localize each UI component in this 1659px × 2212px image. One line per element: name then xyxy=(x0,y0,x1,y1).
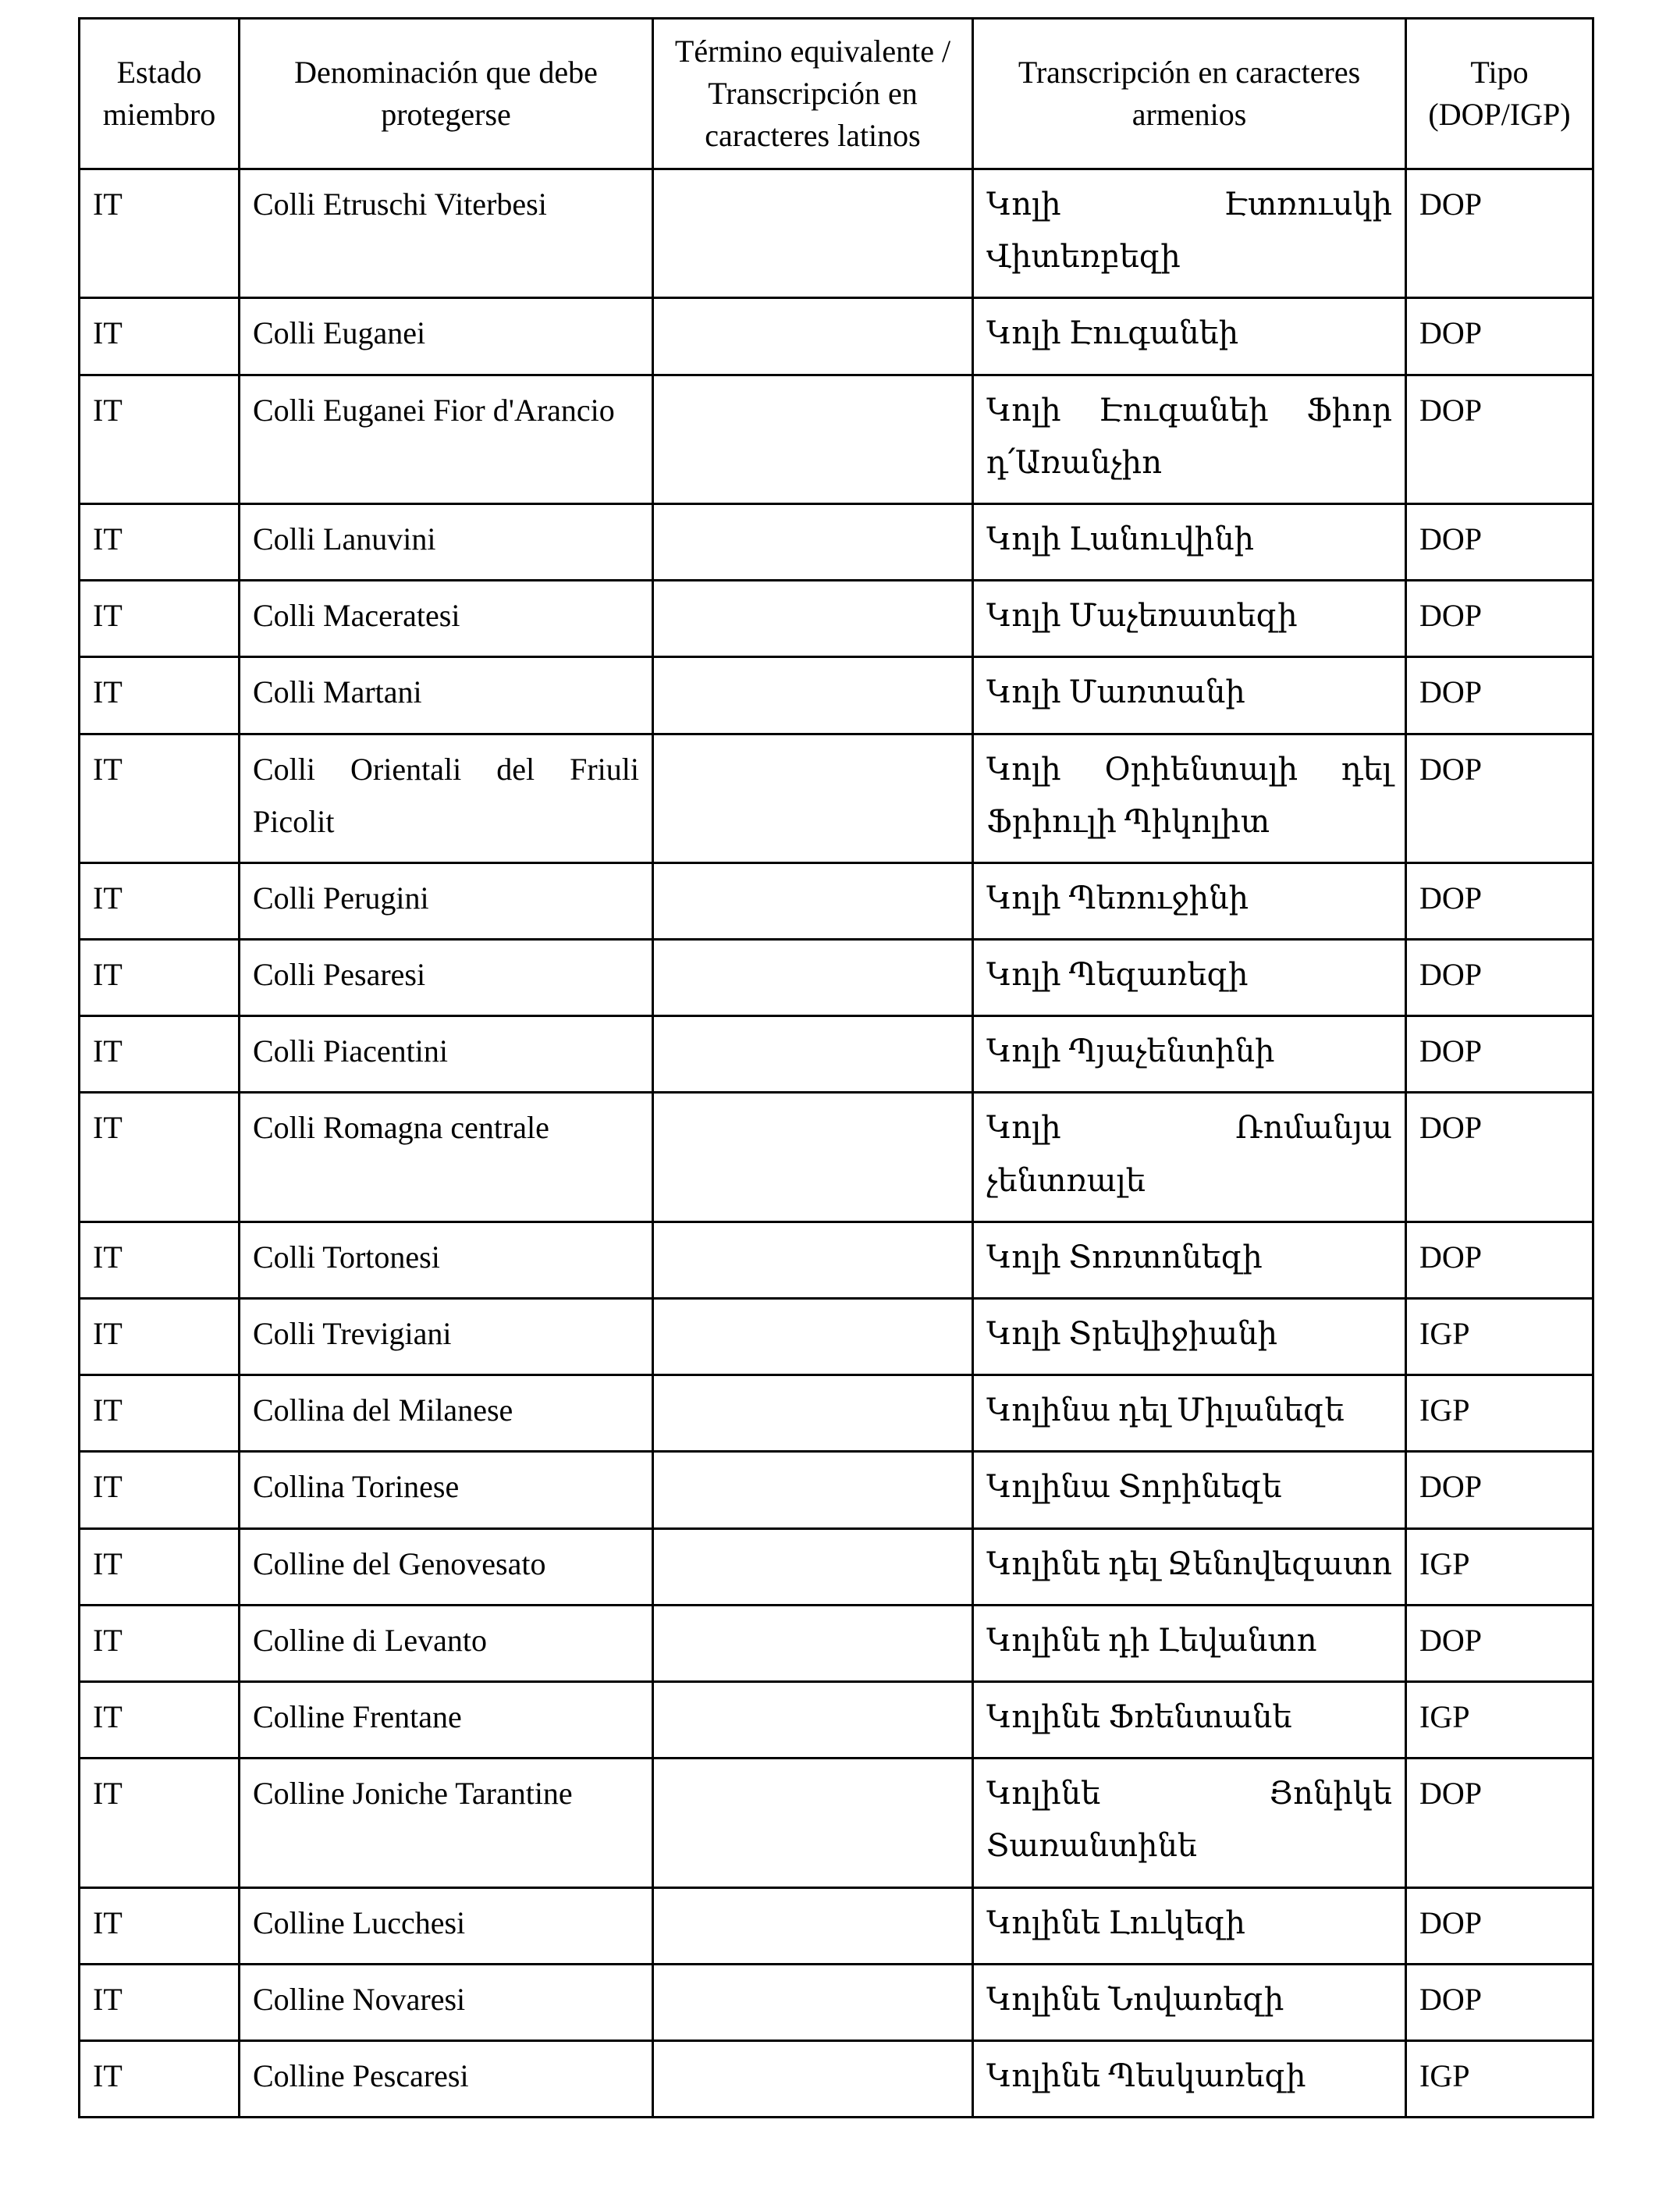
cell-termino-equivalente xyxy=(653,581,973,657)
cell-tipo: DOP xyxy=(1406,1222,1593,1298)
cell-denominacion: Colli Piacentini xyxy=(240,1016,653,1093)
cell-estado-miembro: IT xyxy=(80,1375,240,1452)
cell-tipo: IGP xyxy=(1406,1528,1593,1605)
cell-denominacion: Colline Pescaresi xyxy=(240,2040,653,2117)
cell-tipo: DOP xyxy=(1406,1452,1593,1528)
cell-denominacion: Colli Euganei xyxy=(240,298,653,375)
cell-denominacion: Colli Perugini xyxy=(240,862,653,939)
cell-denominacion: Colline Lucchesi xyxy=(240,1887,653,1964)
table-row xyxy=(80,1375,1593,1452)
cell-termino-equivalente xyxy=(653,2040,973,2117)
cell-estado-miembro: IT xyxy=(80,1964,240,2040)
cell-tipo: DOP xyxy=(1406,298,1593,375)
cell-termino-equivalente xyxy=(653,657,973,734)
cell-estado-miembro: IT xyxy=(80,862,240,939)
header-denominacion: Denominación que debe protegerse xyxy=(240,19,653,169)
table-row xyxy=(80,1528,1593,1605)
cell-tipo: DOP xyxy=(1406,1093,1593,1222)
table-row xyxy=(80,2040,1593,2117)
cell-termino-equivalente xyxy=(653,1222,973,1298)
cell-tipo: IGP xyxy=(1406,2040,1593,2117)
cell-transcripcion-armenia: Կոլի Օրիենտալի դել Ֆրիուլի Պիկոլիտ xyxy=(973,734,1406,862)
table-row xyxy=(80,657,1593,734)
cell-denominacion: Colline di Levanto xyxy=(240,1605,653,1681)
table-row xyxy=(80,581,1593,657)
cell-denominacion: Colline Joniche Tarantine xyxy=(240,1759,653,1887)
cell-transcripcion-armenia: Կոլինե Լուկեզի xyxy=(973,1887,1406,1964)
cell-estado-miembro: IT xyxy=(80,734,240,862)
cell-denominacion: Colli Trevigiani xyxy=(240,1299,653,1375)
header-termino-equivalente: Término equivalente / Transcripción en caracteres latinos xyxy=(653,19,973,169)
cell-estado-miembro: IT xyxy=(80,1016,240,1093)
cell-transcripcion-armenia: Կոլինա դել Միլանեզե xyxy=(973,1375,1406,1452)
cell-termino-equivalente xyxy=(653,734,973,862)
table-row xyxy=(80,1093,1593,1222)
cell-termino-equivalente xyxy=(653,1016,973,1093)
cell-transcripcion-armenia: Կոլի Էուգանեի xyxy=(973,298,1406,375)
cell-estado-miembro: IT xyxy=(80,503,240,580)
cell-transcripcion-armenia: Կոլինե Յոնիկե Տառանտինե xyxy=(973,1759,1406,1887)
cell-termino-equivalente xyxy=(653,503,973,580)
cell-denominacion: Colli Romagna centrale xyxy=(240,1093,653,1222)
cell-termino-equivalente xyxy=(653,1093,973,1222)
cell-termino-equivalente xyxy=(653,1605,973,1681)
cell-denominacion: Colli Etruschi Viterbesi xyxy=(240,169,653,298)
cell-denominacion: Collina Torinese xyxy=(240,1452,653,1528)
cell-denominacion: Colline Novaresi xyxy=(240,1964,653,2040)
cell-estado-miembro: IT xyxy=(80,1299,240,1375)
table-row xyxy=(80,1452,1593,1528)
cell-transcripcion-armenia: Կոլի Ռոմանյա չենտռալե xyxy=(973,1093,1406,1222)
cell-tipo: IGP xyxy=(1406,1375,1593,1452)
cell-estado-miembro: IT xyxy=(80,1528,240,1605)
table-row xyxy=(80,298,1593,375)
cell-estado-miembro: IT xyxy=(80,1887,240,1964)
cell-tipo: DOP xyxy=(1406,1887,1593,1964)
cell-termino-equivalente xyxy=(653,375,973,503)
cell-transcripcion-armenia: Կոլի Պեռուջինի xyxy=(973,862,1406,939)
table-row xyxy=(80,1964,1593,2040)
table-row xyxy=(80,1681,1593,1758)
cell-transcripcion-armenia: Կոլինա Տորինեզե xyxy=(973,1452,1406,1528)
cell-termino-equivalente xyxy=(653,940,973,1016)
table-row xyxy=(80,1222,1593,1298)
cell-tipo: DOP xyxy=(1406,734,1593,862)
table-row xyxy=(80,1759,1593,1887)
cell-estado-miembro: IT xyxy=(80,375,240,503)
cell-denominacion: Colli Lanuvini xyxy=(240,503,653,580)
cell-tipo: DOP xyxy=(1406,169,1593,298)
cell-tipo: DOP xyxy=(1406,375,1593,503)
cell-transcripcion-armenia: Կոլի Տոռտոնեզի xyxy=(973,1222,1406,1298)
cell-termino-equivalente xyxy=(653,1299,973,1375)
cell-estado-miembro: IT xyxy=(80,940,240,1016)
cell-transcripcion-armenia: Կոլի Էուգանեի Ֆիոր դ՛Առանչիո xyxy=(973,375,1406,503)
cell-estado-miembro: IT xyxy=(80,1093,240,1222)
cell-estado-miembro: IT xyxy=(80,1222,240,1298)
table-row xyxy=(80,375,1593,503)
cell-estado-miembro: IT xyxy=(80,581,240,657)
cell-tipo: DOP xyxy=(1406,1605,1593,1681)
table-row xyxy=(80,940,1593,1016)
cell-transcripcion-armenia: Կոլի Պեզառեզի xyxy=(973,940,1406,1016)
cell-termino-equivalente xyxy=(653,1452,973,1528)
cell-estado-miembro: IT xyxy=(80,1452,240,1528)
cell-denominacion: Colline del Genovesato xyxy=(240,1528,653,1605)
table-row xyxy=(80,1887,1593,1964)
cell-denominacion: Colli Martani xyxy=(240,657,653,734)
cell-tipo: DOP xyxy=(1406,1759,1593,1887)
cell-denominacion: Colli Pesaresi xyxy=(240,940,653,1016)
cell-estado-miembro: IT xyxy=(80,298,240,375)
cell-termino-equivalente xyxy=(653,1681,973,1758)
cell-termino-equivalente xyxy=(653,1528,973,1605)
cell-denominacion: Colline Frentane xyxy=(240,1681,653,1758)
table-row xyxy=(80,169,1593,298)
cell-transcripcion-armenia: Կոլի Մառտանի xyxy=(973,657,1406,734)
cell-denominacion: Colli Tortonesi xyxy=(240,1222,653,1298)
cell-tipo: IGP xyxy=(1406,1299,1593,1375)
cell-tipo: DOP xyxy=(1406,1016,1593,1093)
cell-estado-miembro: IT xyxy=(80,657,240,734)
table-row xyxy=(80,1016,1593,1093)
cell-termino-equivalente xyxy=(653,862,973,939)
cell-termino-equivalente xyxy=(653,298,973,375)
cell-transcripcion-armenia: Կոլի Մաչեռատեզի xyxy=(973,581,1406,657)
cell-termino-equivalente xyxy=(653,1887,973,1964)
cell-transcripcion-armenia: Կոլինե դել Ջենովեզատո xyxy=(973,1528,1406,1605)
cell-tipo: DOP xyxy=(1406,581,1593,657)
table-row xyxy=(80,503,1593,580)
header-transcripcion-armenia: Transcripción en caracteres armenios xyxy=(973,19,1406,169)
protected-designations-table xyxy=(78,17,1594,2118)
table-row xyxy=(80,862,1593,939)
header-tipo: Tipo (DOP/IGP) xyxy=(1406,19,1593,169)
cell-transcripcion-armenia: Կոլինե Նովառեզի xyxy=(973,1964,1406,2040)
cell-termino-equivalente xyxy=(653,1759,973,1887)
cell-termino-equivalente xyxy=(653,1375,973,1452)
cell-tipo: DOP xyxy=(1406,657,1593,734)
cell-tipo: DOP xyxy=(1406,940,1593,1016)
cell-transcripcion-armenia: Կոլինե դի Լեվանտո xyxy=(973,1605,1406,1681)
cell-tipo: DOP xyxy=(1406,503,1593,580)
cell-denominacion: Colli Maceratesi xyxy=(240,581,653,657)
cell-estado-miembro: IT xyxy=(80,1681,240,1758)
cell-estado-miembro: IT xyxy=(80,1605,240,1681)
table-body xyxy=(80,169,1593,2118)
cell-tipo: IGP xyxy=(1406,1681,1593,1758)
cell-transcripcion-armenia: Կոլինե Պեսկառեզի xyxy=(973,2040,1406,2117)
table-row xyxy=(80,1605,1593,1681)
cell-denominacion: Colli Euganei Fior d'Arancio xyxy=(240,375,653,503)
cell-transcripcion-armenia: Կոլի Լանուվինի xyxy=(973,503,1406,580)
cell-denominacion: Colli Orientali del Friuli Picolit xyxy=(240,734,653,862)
cell-transcripcion-armenia: Կոլինե Ֆռենտանե xyxy=(973,1681,1406,1758)
cell-estado-miembro: IT xyxy=(80,2040,240,2117)
cell-termino-equivalente xyxy=(653,169,973,298)
cell-denominacion: Collina del Milanese xyxy=(240,1375,653,1452)
header-estado-miembro: Estado miembro xyxy=(80,19,240,169)
table-row xyxy=(80,1299,1593,1375)
cell-tipo: DOP xyxy=(1406,862,1593,939)
cell-termino-equivalente xyxy=(653,1964,973,2040)
header-row xyxy=(80,19,1593,169)
cell-estado-miembro: IT xyxy=(80,169,240,298)
cell-transcripcion-armenia: Կոլի Էտռուսկի Վիտեռբեզի xyxy=(973,169,1406,298)
table-row xyxy=(80,734,1593,862)
cell-tipo: DOP xyxy=(1406,1964,1593,2040)
cell-transcripcion-armenia: Կոլի Տրեվիջիանի xyxy=(973,1299,1406,1375)
cell-transcripcion-armenia: Կոլի Պյաչենտինի xyxy=(973,1016,1406,1093)
cell-estado-miembro: IT xyxy=(80,1759,240,1887)
